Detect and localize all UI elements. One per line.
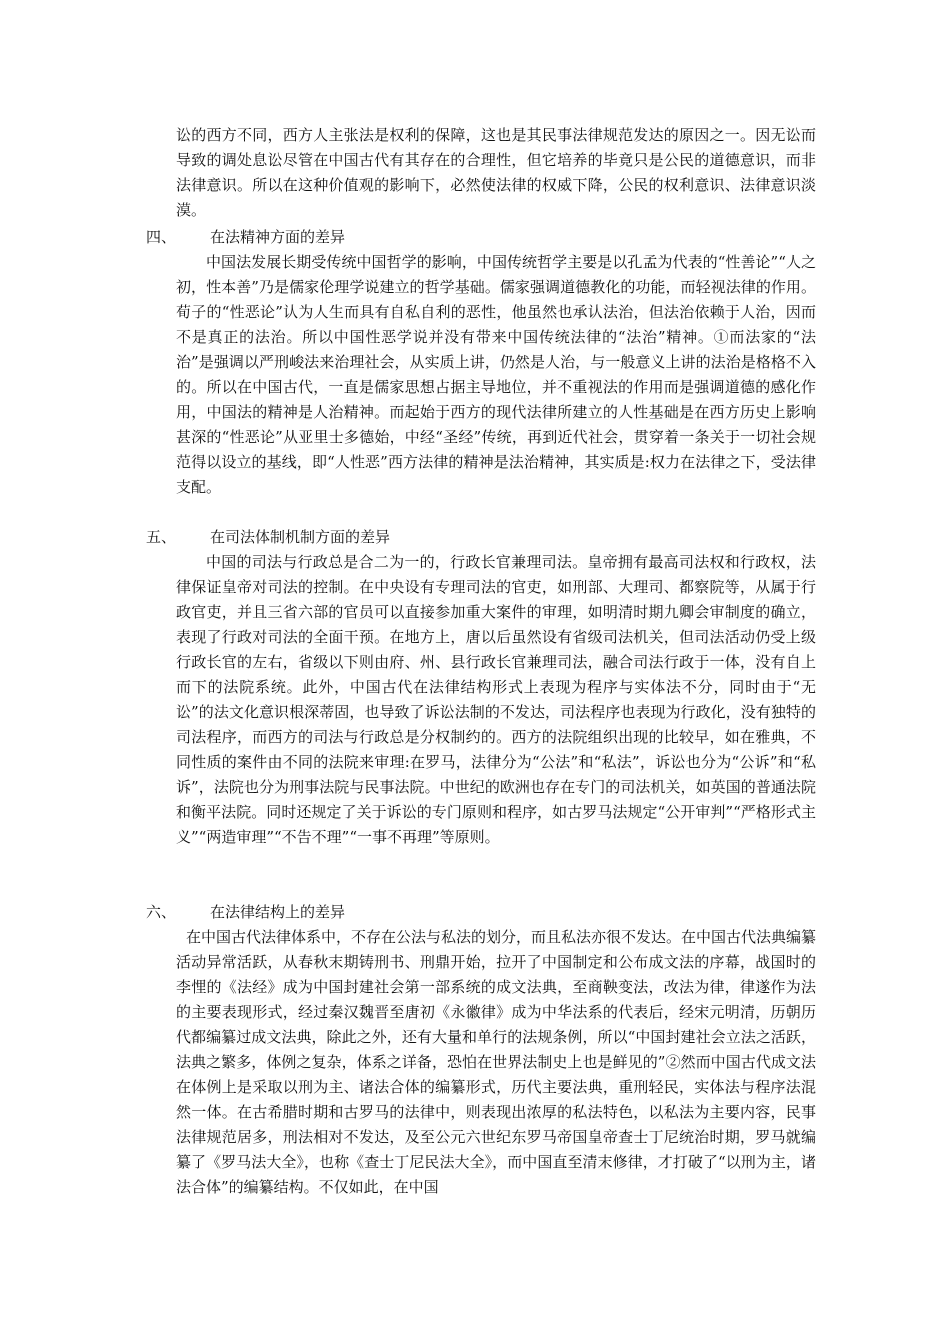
section-heading-four: [146, 225, 846, 250]
section-heading-six: [146, 900, 846, 925]
paragraph-legal-spirit: 中国法发展长期受传统中国哲学的影响，中国传统哲学主要是以孔孟为代表的“性善论”“人之初，性本善”乃是儒家伦理学说建立的哲学基础。儒家强调道德教化的功能，而轻视法律的作用。荀子的“性恶论”认为人生而具有自私自利的恶性，他虽然也承认法治，但法治依赖于人治，因而不是真正的法治。所以中国性恶学说并没有带来中国传统法律的“法治”精神。①而法家的“法治”是强调以严刑峻法来治理社会，从实质上讲，仍然是人治，与一般意义上讲的法治是格格不入的。所以在中国古代，一直是儒家思想占据主导地位，并不重视法的作用而是强调道德的感化作用，中国法的精神是人治精神。而起始于西方的现代法律所建立的人性基础是在西方历史上影响甚深的“性恶论”从亚里士多德始，中经“圣经”传统，再到近代社会，贯穿着一条关于一切社会规范得以设立的基线，即“人性恶”西方法律的精神是法治精神，其实质是:权力在法律之下，受法律支配。: [176, 253, 816, 496]
section-title: 在司法体制机制方面的差异: [210, 528, 391, 546]
section-heading-five: [146, 525, 846, 550]
paragraph-legal-structure: 在中国古代法律体系中，不存在公法与私法的划分，而且私法亦很不发达。在中国古代法典编纂活动异常活跃，从春秋末期铸刑书、刑鼎开始，拉开了中国制定和公布成文法的序幕，战国时的李悝的《法经》成为中国封建社会第一部系统的成文法典，至商鞅变法，改法为律，律遂作为法的主要表现形式，经过秦汉魏晋至唐初《永徽律》成为中华法系的代表后，经宋元明清，历朝历代都编纂过成文法典，除此之外，还有大量和单行的法规条例，所以“中国封建社会立法之活跃，法典之繁多，体例之复杂，体系之详备，恐怕在世界法制史上也是鲜见的”②然而中国古代成文法在体例上是采取以刑为主、诸法合体的编纂形式，历代主要法典，重刑轻民，实体法与程序法混然一体。在古希腊时期和古罗马的法律中，则表现出浓厚的私法特色，以私法为主要内容，民事法律规范居多，刑法相对不发达，及至公元六世纪东罗马帝国皇帝查士丁尼统治时期，罗马就编纂了《罗马法大全》，也称《查士丁尼民法大全》，而中国直至清末修律，才打破了“以刑为主，诸法合体”的编纂结构。不仅如此，在中国: [176, 928, 817, 1196]
paragraph-judicial-system: 中国的司法与行政总是合二为一的，行政长官兼理司法。皇帝拥有最高司法权和行政权，法律保证皇帝对司法的控制。在中央设有专理司法的官吏，如刑部、大理司、都察院等，从属于行政官吏，并且三省六部的官员可以直接参加重大案件的审理，如明清时期九卿会审制度的确立，表现了行政对司法的全面干预。在地方上，唐以后虽然设有省级司法机关，但司法活动仍受上级行政长官的左右，省级以下则由府、州、县行政长官兼理司法，融合司法行政于一体，没有自上而下的法院系统。此外，中国古代在法律结构形式上表现为程序与实体法不分，同时由于“无讼”的法文化意识根深蒂固，也导致了诉讼法制的不发达，司法程序也表现为行政化，没有独特的司法程序，而西方的司法与行政总是分权制约的。西方的法院组织出现的比较早，如在雅典，不同性质的案件由不同的法院来审理:在罗马，法律分为“公法”和“私法”，诉讼也分为“公诉”和“私诉”，法院也分为刑事法院与民事法院。中世纪的欧洲也存在专门的司法机关，如英国的普通法院和衡平法院。同时还规定了关于诉讼的专门原则和程序，如古罗马法规定“公开审判”“严格形式主义”“两造审理”“不告不理”“一事不再理”等原则。: [176, 553, 816, 846]
paragraph-litigation-values: 讼的西方不同，西方人主张法是权利的保障，这也是其民事法律规范发达的原因之一。因无讼而导致的调处息讼尽管在中国古代有其存在的合理性，但它培养的毕竟只是公民的道德意识，而非法律意识。所以在这种价值观的影响下，必然使法律的权威下降，公民的权利意识、法律意识淡漠。: [176, 126, 816, 219]
section-number: 五、: [146, 528, 177, 546]
section-number: 四、: [146, 228, 177, 246]
section-number: 六、: [146, 903, 177, 921]
section-title: 在法精神方面的差异: [210, 228, 346, 246]
section-title: 在法律结构上的差异: [210, 903, 346, 921]
